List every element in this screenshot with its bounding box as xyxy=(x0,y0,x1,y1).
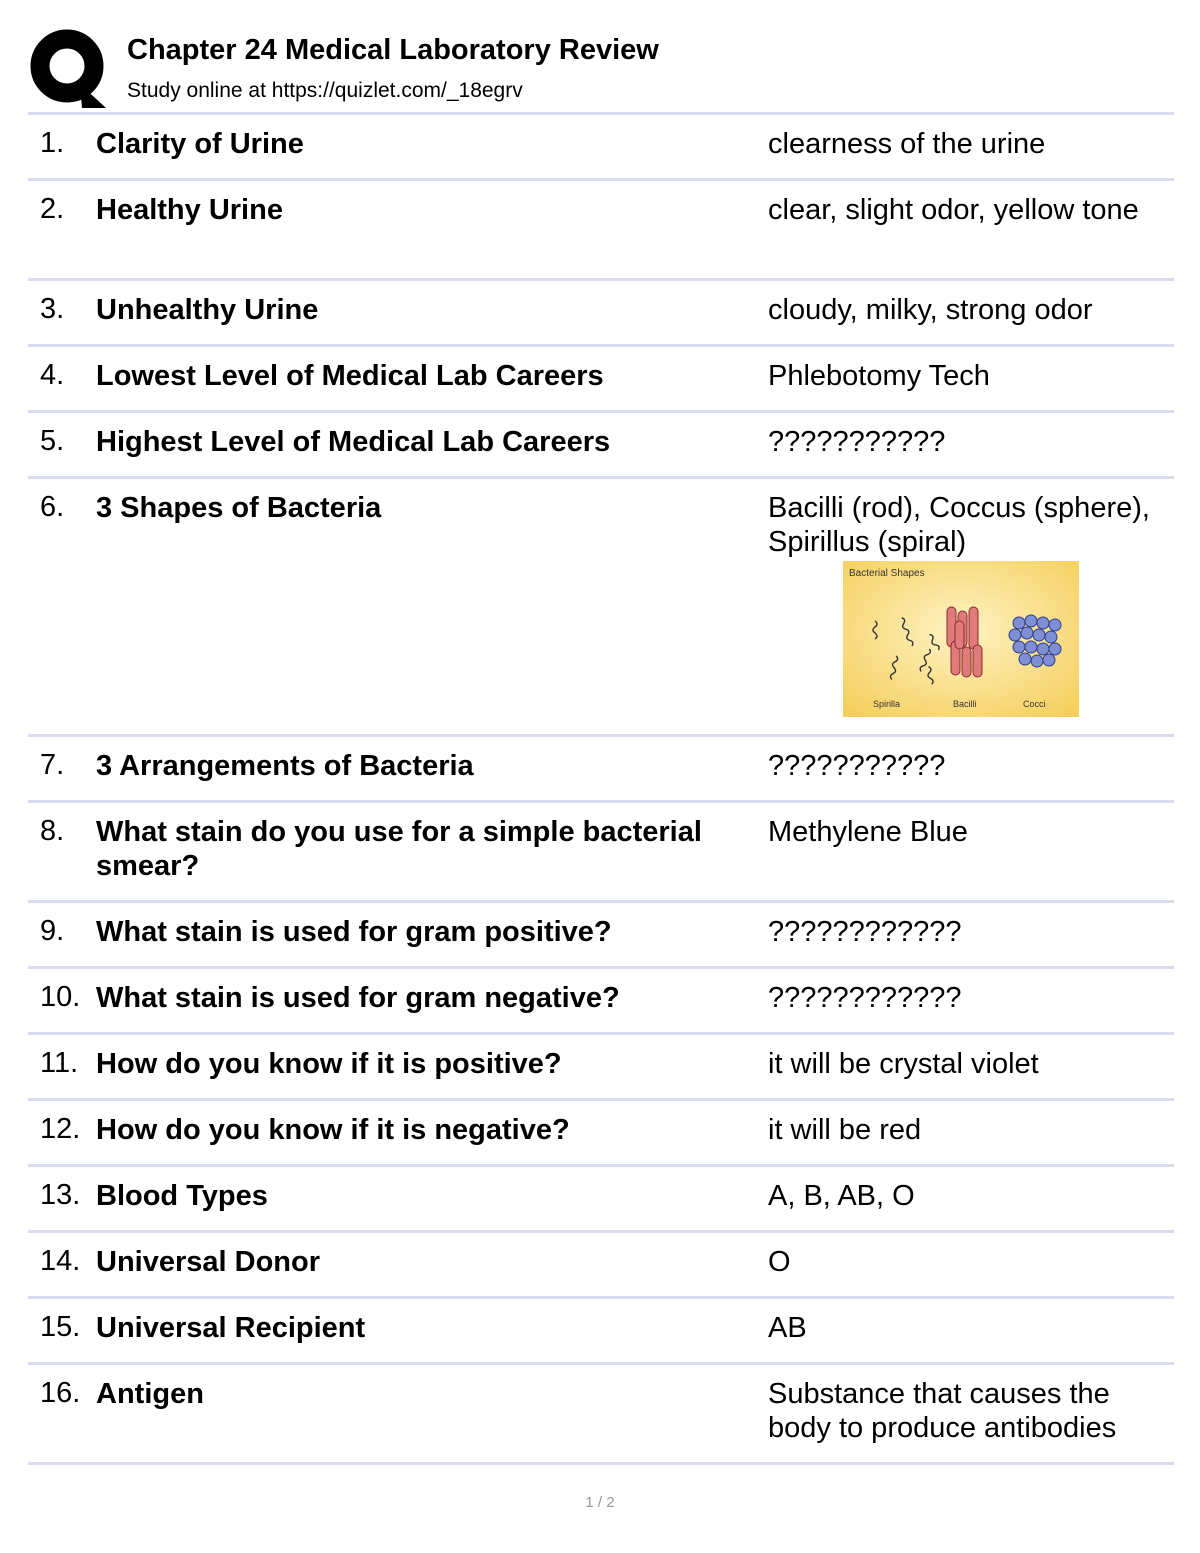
card-row xyxy=(28,344,1174,410)
card-definition: O xyxy=(768,1246,791,1278)
card-definition: AB xyxy=(768,1312,807,1344)
quizlet-logo-icon xyxy=(30,28,108,108)
card-term: Universal Donor xyxy=(96,1246,320,1278)
card-row xyxy=(28,112,1174,178)
study-link[interactable]: Study online at https://quizlet.com/_18egrv xyxy=(127,79,523,102)
card-definition: A, B, AB, O xyxy=(768,1180,915,1212)
card-number: 1. xyxy=(40,127,65,159)
card-number: 2. xyxy=(40,193,65,225)
card-row xyxy=(28,1164,1174,1230)
card-term: How do you know if it is negative? xyxy=(96,1114,570,1146)
card-row xyxy=(28,1230,1174,1296)
card-number: 12. xyxy=(40,1113,81,1145)
card-row xyxy=(28,1296,1174,1362)
card-definition: it will be red xyxy=(768,1114,922,1146)
card-term: How do you know if it is positive? xyxy=(96,1048,562,1080)
card-definition: clear, slight odor, yellow tone xyxy=(768,194,1139,226)
card-number: 7. xyxy=(40,749,65,781)
card-number: 11. xyxy=(40,1047,79,1079)
card-number: 6. xyxy=(40,491,65,523)
card-number: 13. xyxy=(40,1179,81,1211)
card-number: 8. xyxy=(40,815,65,847)
card-row xyxy=(28,1362,1174,1465)
card-definition: ???????????? xyxy=(768,916,962,948)
card-term: Clarity of Urine xyxy=(96,128,304,160)
card-row xyxy=(28,178,1174,278)
card-definition: Phlebotomy Tech xyxy=(768,360,990,392)
card-term: 3 Shapes of Bacteria xyxy=(96,492,382,524)
card-definition: Substance that causes the body to produce antibodies xyxy=(768,1378,1117,1444)
card-definition: it will be crystal violet xyxy=(768,1048,1039,1080)
card-number: 15. xyxy=(40,1311,81,1343)
card-definition: ??????????? xyxy=(768,750,946,782)
card-term: Lowest Level of Medical Lab Careers xyxy=(96,360,604,392)
card-term: Blood Types xyxy=(96,1180,268,1212)
card-list xyxy=(28,112,1174,1465)
card-number: 14. xyxy=(40,1245,81,1277)
card-term: Healthy Urine xyxy=(96,194,283,226)
card-row xyxy=(28,734,1174,800)
header xyxy=(30,28,1172,112)
card-row xyxy=(28,1032,1174,1098)
card-term: What stain is used for gram negative? xyxy=(96,982,620,1014)
label-cocci: Cocci xyxy=(1023,699,1046,709)
card-term: Antigen xyxy=(96,1378,204,1410)
card-term: Universal Recipient xyxy=(96,1312,366,1344)
card-number: 10. xyxy=(40,981,81,1013)
page-title: Chapter 24 Medical Laboratory Review xyxy=(127,34,659,66)
card-row xyxy=(28,966,1174,1032)
card-number: 3. xyxy=(40,293,65,325)
card-term: Highest Level of Medical Lab Careers xyxy=(96,426,611,458)
card-row xyxy=(28,476,1174,734)
card-term: What stain do you use for a simple bacterial smear? xyxy=(96,816,702,882)
card-term: What stain is used for gram positive? xyxy=(96,916,612,948)
card-definition: ??????????? xyxy=(768,426,946,458)
card-number: 4. xyxy=(40,359,65,391)
card-definition: cloudy, milky, strong odor xyxy=(768,294,1093,326)
page-number: 1 / 2 xyxy=(585,1494,615,1511)
card-definition: Methylene Blue xyxy=(768,816,968,848)
bacilli-illustration xyxy=(947,607,982,677)
card-number: 9. xyxy=(40,915,65,947)
card-number: 16. xyxy=(40,1377,81,1409)
card-term: Unhealthy Urine xyxy=(96,294,319,326)
card-definition: ???????????? xyxy=(768,982,962,1014)
card-row xyxy=(28,278,1174,344)
label-bacilli: Bacilli xyxy=(953,699,977,709)
card-number: 5. xyxy=(40,425,65,457)
card-row xyxy=(28,800,1174,900)
card-definition: clearness of the urine xyxy=(768,128,1046,160)
card-row xyxy=(28,410,1174,476)
card-term: 3 Arrangements of Bacteria xyxy=(96,750,474,782)
image-title: Bacterial Shapes xyxy=(849,568,925,579)
card-definition: Bacilli (rod), Coccus (sphere), Spirillus (spiral) xyxy=(768,492,1150,558)
bacterial-shapes-image xyxy=(843,561,1079,717)
label-spirilla: Spirilla xyxy=(873,699,901,709)
card-row xyxy=(28,1098,1174,1164)
card-row xyxy=(28,900,1174,966)
